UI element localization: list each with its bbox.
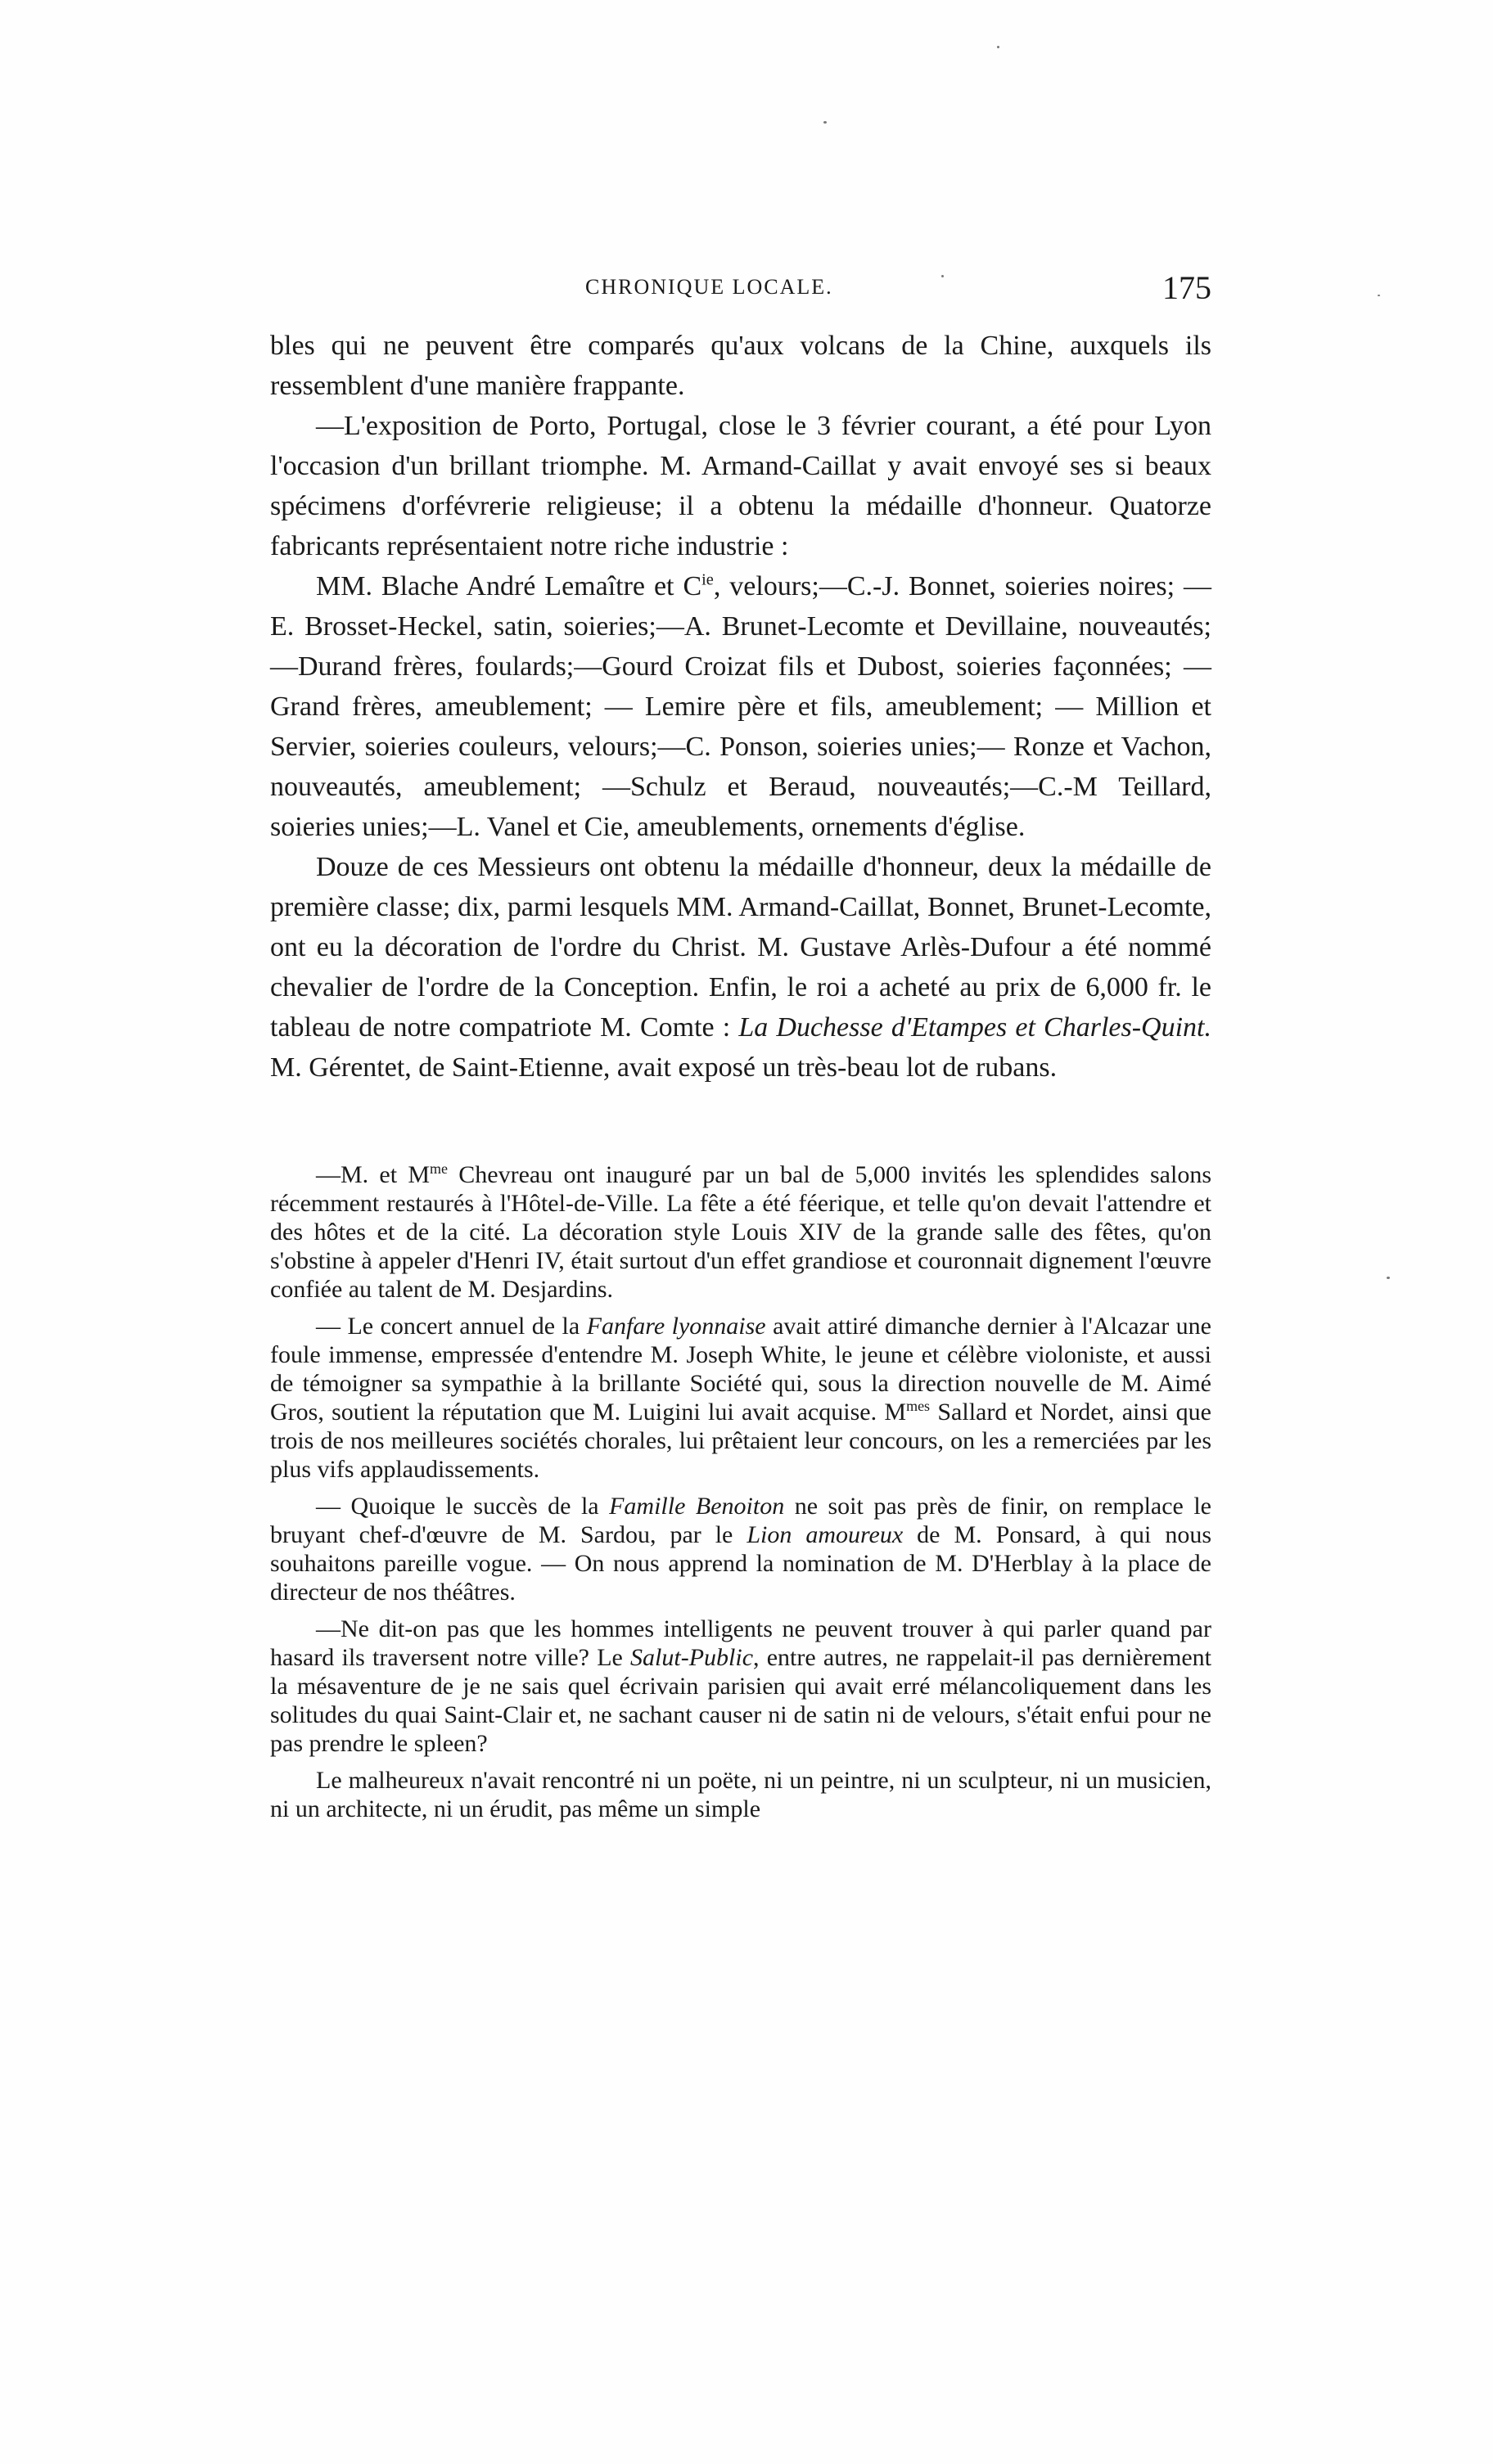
superscript: mes [906, 1398, 931, 1414]
painting-title: La Duchesse d'Etampes et Charles-Quint. [738, 1012, 1211, 1043]
text-run: MM. Blache André Lemaître et C [316, 571, 702, 601]
text-run: Douze de ces Messieurs ont obtenu la médaille d'honneur, deux la médaille de première classe; dix, parmi lesquels MM. Armand-Caillat, Bonnet, Brunet-Lecomte, ont eu la décoration de l'ordre du Christ. M. Gustave Arlès-Dufour a été nommé chevalier de l'ordre de la Conception. Enfin, le roi a acheté au prix de 6,000 fr. le tableau de notre compatriote M. Comte : [270, 852, 1211, 1043]
paragraph-theatre [270, 1492, 1211, 1606]
paragraph-intelligent-men [270, 1615, 1211, 1758]
superscript: ie [701, 570, 714, 589]
superscript: me [430, 1160, 449, 1177]
running-title: CHRONIQUE LOCALE. [585, 275, 833, 299]
text-run: , entre autres, ne rappelait-il pas dernièrement la mésaventure de je ne sais quel écrivain parisien qui avait erré mélancoliquement dans les solitudes du quai Saint-Clair et, ne sachant causer ni de satin ni de velours, s'était enfui pour ne pas prendre le spleen? [270, 1644, 1211, 1757]
text-run: Sallard et Nordet, ainsi que trois de nos meilleures sociétés chorales, lui prêtaient leur concours, on les a remerciées par les plus vifs applaudissements. [270, 1399, 1211, 1483]
paper-speck [997, 46, 999, 48]
text-run: de M. Ponsard, à qui nous souhaitons pareille vogue. — On nous apprend la nomination de M. D'Herblay à la place de directeur de nos théâtres. [270, 1521, 1211, 1606]
paragraph-continuation: bles qui ne peuvent être comparés qu'aux volcans de la Chine, auxquels ils ressemblent d'une manière frappante. [270, 331, 1211, 401]
text-run: , velours;—C.-J. Bonnet, soieries noires; —E. Brosset-Heckel, satin, soieries;—A. Brunet-Lecomte et Devillaine, nouveautés;—Durand frères, foulards;—Gourd Croizat fils et Dubost, soieries façonnées; — Grand frères, ameublement; — Lemire père et fils, ameublement; — Million et Servier, soieries couleurs, velours;—C. Ponson, soieries unies;— Ronze et Vachon, nouveautés, ameublement; —Schulz et Beraud, nouveautés;—C.-M Teillard, soieries unies;—L. Vanel et Cie, ameublements, ornements d'église. [270, 571, 1211, 842]
text-run: M. Gérentet, de Saint-Etienne, avait exposé un très-beau lot de rubans. [270, 1052, 1058, 1083]
text-run: —Ne dit-on pas que les hommes intelligents ne peuvent trouver à qui parler quand par hasard ils traversent notre ville? Le [270, 1615, 1211, 1671]
play-title: Famille Benoiton [609, 1493, 785, 1520]
text-run: — Le concert annuel de la [316, 1313, 587, 1340]
newspaper-title: Salut-Public [630, 1644, 754, 1671]
text-run: avait attiré dimanche dernier à l'Alcazar une foule immense, empressée d'entendre M. Joseph White, le jeune et célèbre violoniste, et aussi de témoigner sa sympathie à la brillante Société qui, sous la direction nouvelle de M. Aimé Gros, soutient la réputation que M. Luigini lui avait acquise. M [270, 1313, 1211, 1426]
page-header [270, 262, 1211, 306]
main-text-block [270, 326, 1211, 1088]
text-run: —M. et M [316, 1161, 431, 1188]
text-run: ne soit pas près de finir, on remplace le bruyant chef-d'œuvre de M. Sardou, par le [270, 1493, 1212, 1548]
paragraph-porto-exhibition: —L'exposition de Porto, Portugal, close le 3 février courant, a été pour Lyon l'occasion d'un brillant triomphe. M. Armand-Caillat y avait envoyé ses si beaux spécimens d'orfévrerie religieuse; il a obtenu la médaille d'honneur. Quatorze fabricants représentaient notre riche industrie : [270, 411, 1211, 561]
small-text-block [270, 1160, 1211, 1823]
paragraph-medals [270, 847, 1211, 1088]
society-name: Fanfare lyonnaise [586, 1313, 766, 1340]
paragraph-concert [270, 1312, 1211, 1484]
text-run: Chevreau ont inauguré par un bal de 5,000 invités les splendides salons récemment restaurés à l'Hôtel-de-Ville. La fête a été féerique, et telle qu'on devait l'attendre et des hôtes et de la cité. La décoration style Louis XIV de la grande salle des fêtes, qu'on s'obstine à appeler d'Henri IV, était surtout d'un effet grandiose et couronnait dignement l'œuvre confiée au talent de M. Desjardins. [270, 1161, 1212, 1303]
text-run: — Quoique le succès de la [316, 1493, 610, 1520]
paragraph-unfortunate: Le malheureux n'avait rencontré ni un poëte, ni un peintre, ni un sculpteur, ni un musicien, ni un architecte, ni un érudit, pas même un simple [270, 1767, 1211, 1822]
paper-speck [1378, 295, 1380, 296]
paper-speck [1387, 1277, 1390, 1279]
page-number: 175 [1162, 269, 1211, 306]
paper-speck [823, 121, 827, 124]
paper-speck [941, 275, 944, 277]
paragraph-ball [270, 1160, 1211, 1304]
play-title: Lion amoureux [746, 1521, 904, 1548]
paragraph-manufacturers-list [270, 566, 1211, 847]
